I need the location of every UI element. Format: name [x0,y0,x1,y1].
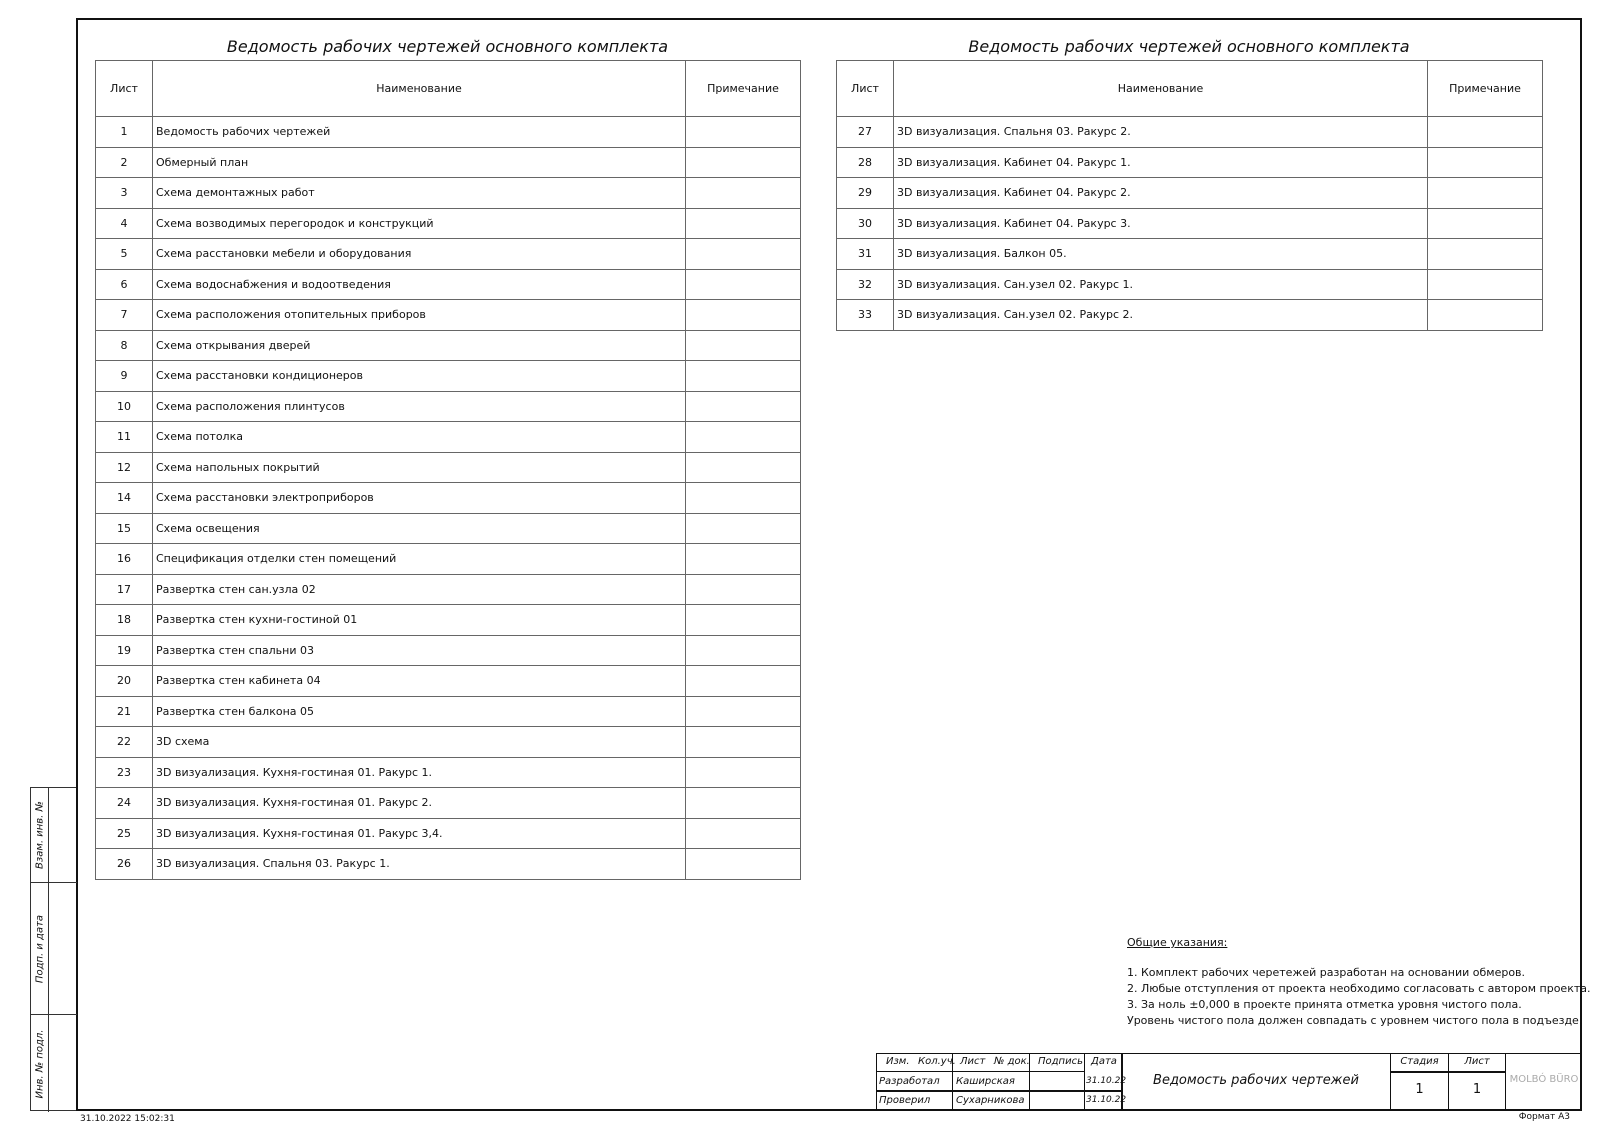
note-line: 3. За ноль ±0,000 в проекте принята отметка уровня чистого пола. [1127,998,1522,1011]
stamp-row2-date: 31.10.22 [1086,1095,1127,1105]
sheet-name: 3D визуализация. Сан.узел 02. Ракурс 2. [894,300,1428,331]
sheet-note [686,696,801,727]
sheet-note [686,727,801,758]
replace-inv-label: Взам. инв. № [34,801,45,869]
note-line: 1. Комплект рабочих черетежей разработан на основании обмеров. [1127,966,1526,979]
sheet-note [686,788,801,819]
table-row [96,635,801,666]
right-sheet-table [836,60,1543,331]
sheet-number: 22 [96,727,153,758]
left-table-title: Ведомость рабочих чертежей основного комплекта [226,37,669,56]
sheet-number: 31 [837,239,894,270]
sheet-name: 3D визуализация. Спальня 03. Ракурс 2. [894,117,1428,148]
sheet-note [1428,147,1543,178]
sheet-note [686,208,801,239]
table-row [96,727,801,758]
stamp-row1-date: 31.10.22 [1086,1076,1127,1086]
sheet-name: Схема расстановки электроприборов [153,483,686,514]
sheet-name: 3D визуализация. Кухня-гостиная 01. Ракурс 1. [153,757,686,788]
sheet-number: 11 [96,422,153,453]
sheet-number: 28 [837,147,894,178]
stamp-col-list: Лист [960,1056,986,1067]
table-row [96,178,801,209]
sheet-name: Схема расстановки кондиционеров [153,361,686,392]
sheet-note [686,300,801,331]
sheet-name: Развертка стен балкона 05 [153,696,686,727]
table-row [837,239,1543,270]
sheet-note [1428,178,1543,209]
sheet-name: Развертка стен сан.узла 02 [153,574,686,605]
sheet-note [686,361,801,392]
sheet-number: 12 [96,452,153,483]
sheet-name: Обмерный план [153,147,686,178]
table-row [96,544,801,575]
sheet-number: 16 [96,544,153,575]
sheet-note [1428,269,1543,300]
sheet-name: 3D визуализация. Спальня 03. Ракурс 1. [153,849,686,880]
sheet-number: 17 [96,574,153,605]
table-row [837,178,1543,209]
sheet-note [686,117,801,148]
sheet-name: 3D визуализация. Кухня-гостиная 01. Ракурс 3,4. [153,818,686,849]
sheet-number: 7 [96,300,153,331]
sheet-number: 6 [96,269,153,300]
stamp-sheet-value: 1 [1472,1082,1482,1097]
sheet-note [686,635,801,666]
sheet-name: 3D схема [153,727,686,758]
sheet-name: 3D визуализация. Балкон 05. [894,239,1428,270]
sheet-name: Развертка стен кухни-гостиной 01 [153,605,686,636]
table-row [837,147,1543,178]
stamp-row1-name: Каширская [956,1076,1015,1087]
table-row [96,666,801,697]
table-row [96,361,801,392]
table-row [837,269,1543,300]
general-notes [1127,935,1590,1029]
sheet-number: 27 [837,117,894,148]
header-sheet: Лист [837,61,894,117]
sheet-number: 18 [96,605,153,636]
stamp-col-ndok: № док. [994,1056,1030,1067]
sheet-name: 3D визуализация. Кабинет 04. Ракурс 3. [894,208,1428,239]
sheet-note [686,483,801,514]
table-row [96,757,801,788]
sheet-note [1428,239,1543,270]
inv-orig-cell [31,1015,77,1112]
header-sheet: Лист [96,61,153,117]
sheet-number: 15 [96,513,153,544]
sheet-number: 8 [96,330,153,361]
note-line: 2. Любые отступления от проекта необходимо согласовать с автором проекта. [1127,982,1591,995]
sheet-note [686,818,801,849]
sheet-number: 14 [96,483,153,514]
sheet-number: 19 [96,635,153,666]
sheet-note [686,544,801,575]
stamp-col-kol: Кол.уч. [918,1056,956,1067]
stamp-col-data: Дата [1091,1056,1117,1067]
sheet-name: 3D визуализация. Кухня-гостиная 01. Ракурс 2. [153,788,686,819]
sheet-note [1428,208,1543,239]
sheet-number: 20 [96,666,153,697]
header-note: Примечание [686,61,801,117]
sign-date-label: Подп. и дата [34,914,45,983]
table-row [96,147,801,178]
sheet-number: 24 [96,788,153,819]
sheet-name: Схема потолка [153,422,686,453]
sheet-number: 26 [96,849,153,880]
sheet-note [686,269,801,300]
right-table-title: Ведомость рабочих чертежей основного комплекта [968,37,1410,56]
stamp-stage-label: Стадия [1400,1056,1439,1067]
sheet-number: 32 [837,269,894,300]
sheet-number: 30 [837,208,894,239]
sheet-note [686,666,801,697]
header-name: Наименование [894,61,1428,117]
sign-date-cell [31,883,77,1015]
left-sheet-table [95,60,801,880]
sheet-note [686,849,801,880]
sheet-number: 23 [96,757,153,788]
table-row [96,605,801,636]
sheet-format: Формат А3 [1518,1112,1570,1122]
table-row [96,696,801,727]
table-row [96,483,801,514]
header-name: Наименование [153,61,686,117]
sheet-name: Схема расположения плинтусов [153,391,686,422]
sheet-note [686,330,801,361]
sheet-name: 3D визуализация. Кабинет 04. Ракурс 2. [894,178,1428,209]
stamp-row1-role: Разработал [879,1076,940,1087]
title-block [876,1053,1582,1111]
sheet-note [686,757,801,788]
sheet-number: 10 [96,391,153,422]
table-row [96,574,801,605]
sheet-number: 33 [837,300,894,331]
sheet-name: Схема демонтажных работ [153,178,686,209]
table-row [96,239,801,270]
stamp-col-izm: Изм. [886,1056,910,1067]
stamp-col-podpis: Подпись [1038,1056,1083,1067]
sheet-name: Схема возводимых перегородок и конструкций [153,208,686,239]
table-row [96,330,801,361]
stamp-sheet-label: Лист [1464,1056,1490,1067]
table-row [96,422,801,453]
company-logo: MOLBÓ BÜRO [1509,1074,1579,1085]
sheet-number: 9 [96,361,153,392]
stamp-row2-role: Проверил [879,1095,931,1106]
table-row [837,117,1543,148]
sheet-name: Развертка стен спальни 03 [153,635,686,666]
table-row [96,391,801,422]
sheet-number: 4 [96,208,153,239]
sheet-number: 1 [96,117,153,148]
stamp-title: Ведомость рабочих чертежей [1153,1073,1359,1088]
sheet-name: Схема водоснабжения и водоотведения [153,269,686,300]
table-row [96,788,801,819]
stamp-stage-value: 1 [1415,1082,1424,1097]
sheet-note [1428,300,1543,331]
table-row [96,117,801,148]
sheet-note [686,147,801,178]
table-row [96,849,801,880]
sheet-note [1428,117,1543,148]
table-row [96,269,801,300]
sheet-name: 3D визуализация. Сан.узел 02. Ракурс 1. [894,269,1428,300]
sheet-name: Схема расстановки мебели и оборудования [153,239,686,270]
note-line: Уровень чистого пола должен совпадать с уровнем чистого пола в подъезде. [1127,1014,1583,1027]
print-timestamp: 31.10.2022 15:02:31 [80,1114,175,1124]
inv-orig-label: Инв. № подл. [34,1029,45,1098]
sheet-name: Развертка стен кабинета 04 [153,666,686,697]
sheet-number: 25 [96,818,153,849]
sheet-name: Схема расположения отопительных приборов [153,300,686,331]
sheet-number: 2 [96,147,153,178]
header-note: Примечание [1428,61,1543,117]
replace-inv-cell [31,788,77,883]
table-row [96,208,801,239]
table-row [96,300,801,331]
sheet-number: 29 [837,178,894,209]
sheet-name: Схема напольных покрытий [153,452,686,483]
sheet-note [686,178,801,209]
sheet-number: 3 [96,178,153,209]
table-row [837,208,1543,239]
stamp-row2-name: Сухарникова [956,1095,1025,1106]
sheet-note [686,391,801,422]
sheet-name: Ведомость рабочих чертежей [153,117,686,148]
sheet-note [686,605,801,636]
sheet-name: Схема освещения [153,513,686,544]
sheet-name: 3D визуализация. Кабинет 04. Ракурс 1. [894,147,1428,178]
sheet-note [686,239,801,270]
table-row [96,452,801,483]
sheet-number: 5 [96,239,153,270]
table-row [837,300,1543,331]
notes-heading: Общие указания: [1127,936,1228,949]
sheet-note [686,574,801,605]
sheet-note [686,422,801,453]
table-row [96,818,801,849]
table-row [96,513,801,544]
sheet-note [686,513,801,544]
approval-sidebar [30,787,76,1111]
sheet-name: Спецификация отделки стен помещений [153,544,686,575]
sheet-number: 21 [96,696,153,727]
sheet-name: Схема открывания дверей [153,330,686,361]
sheet-note [686,452,801,483]
